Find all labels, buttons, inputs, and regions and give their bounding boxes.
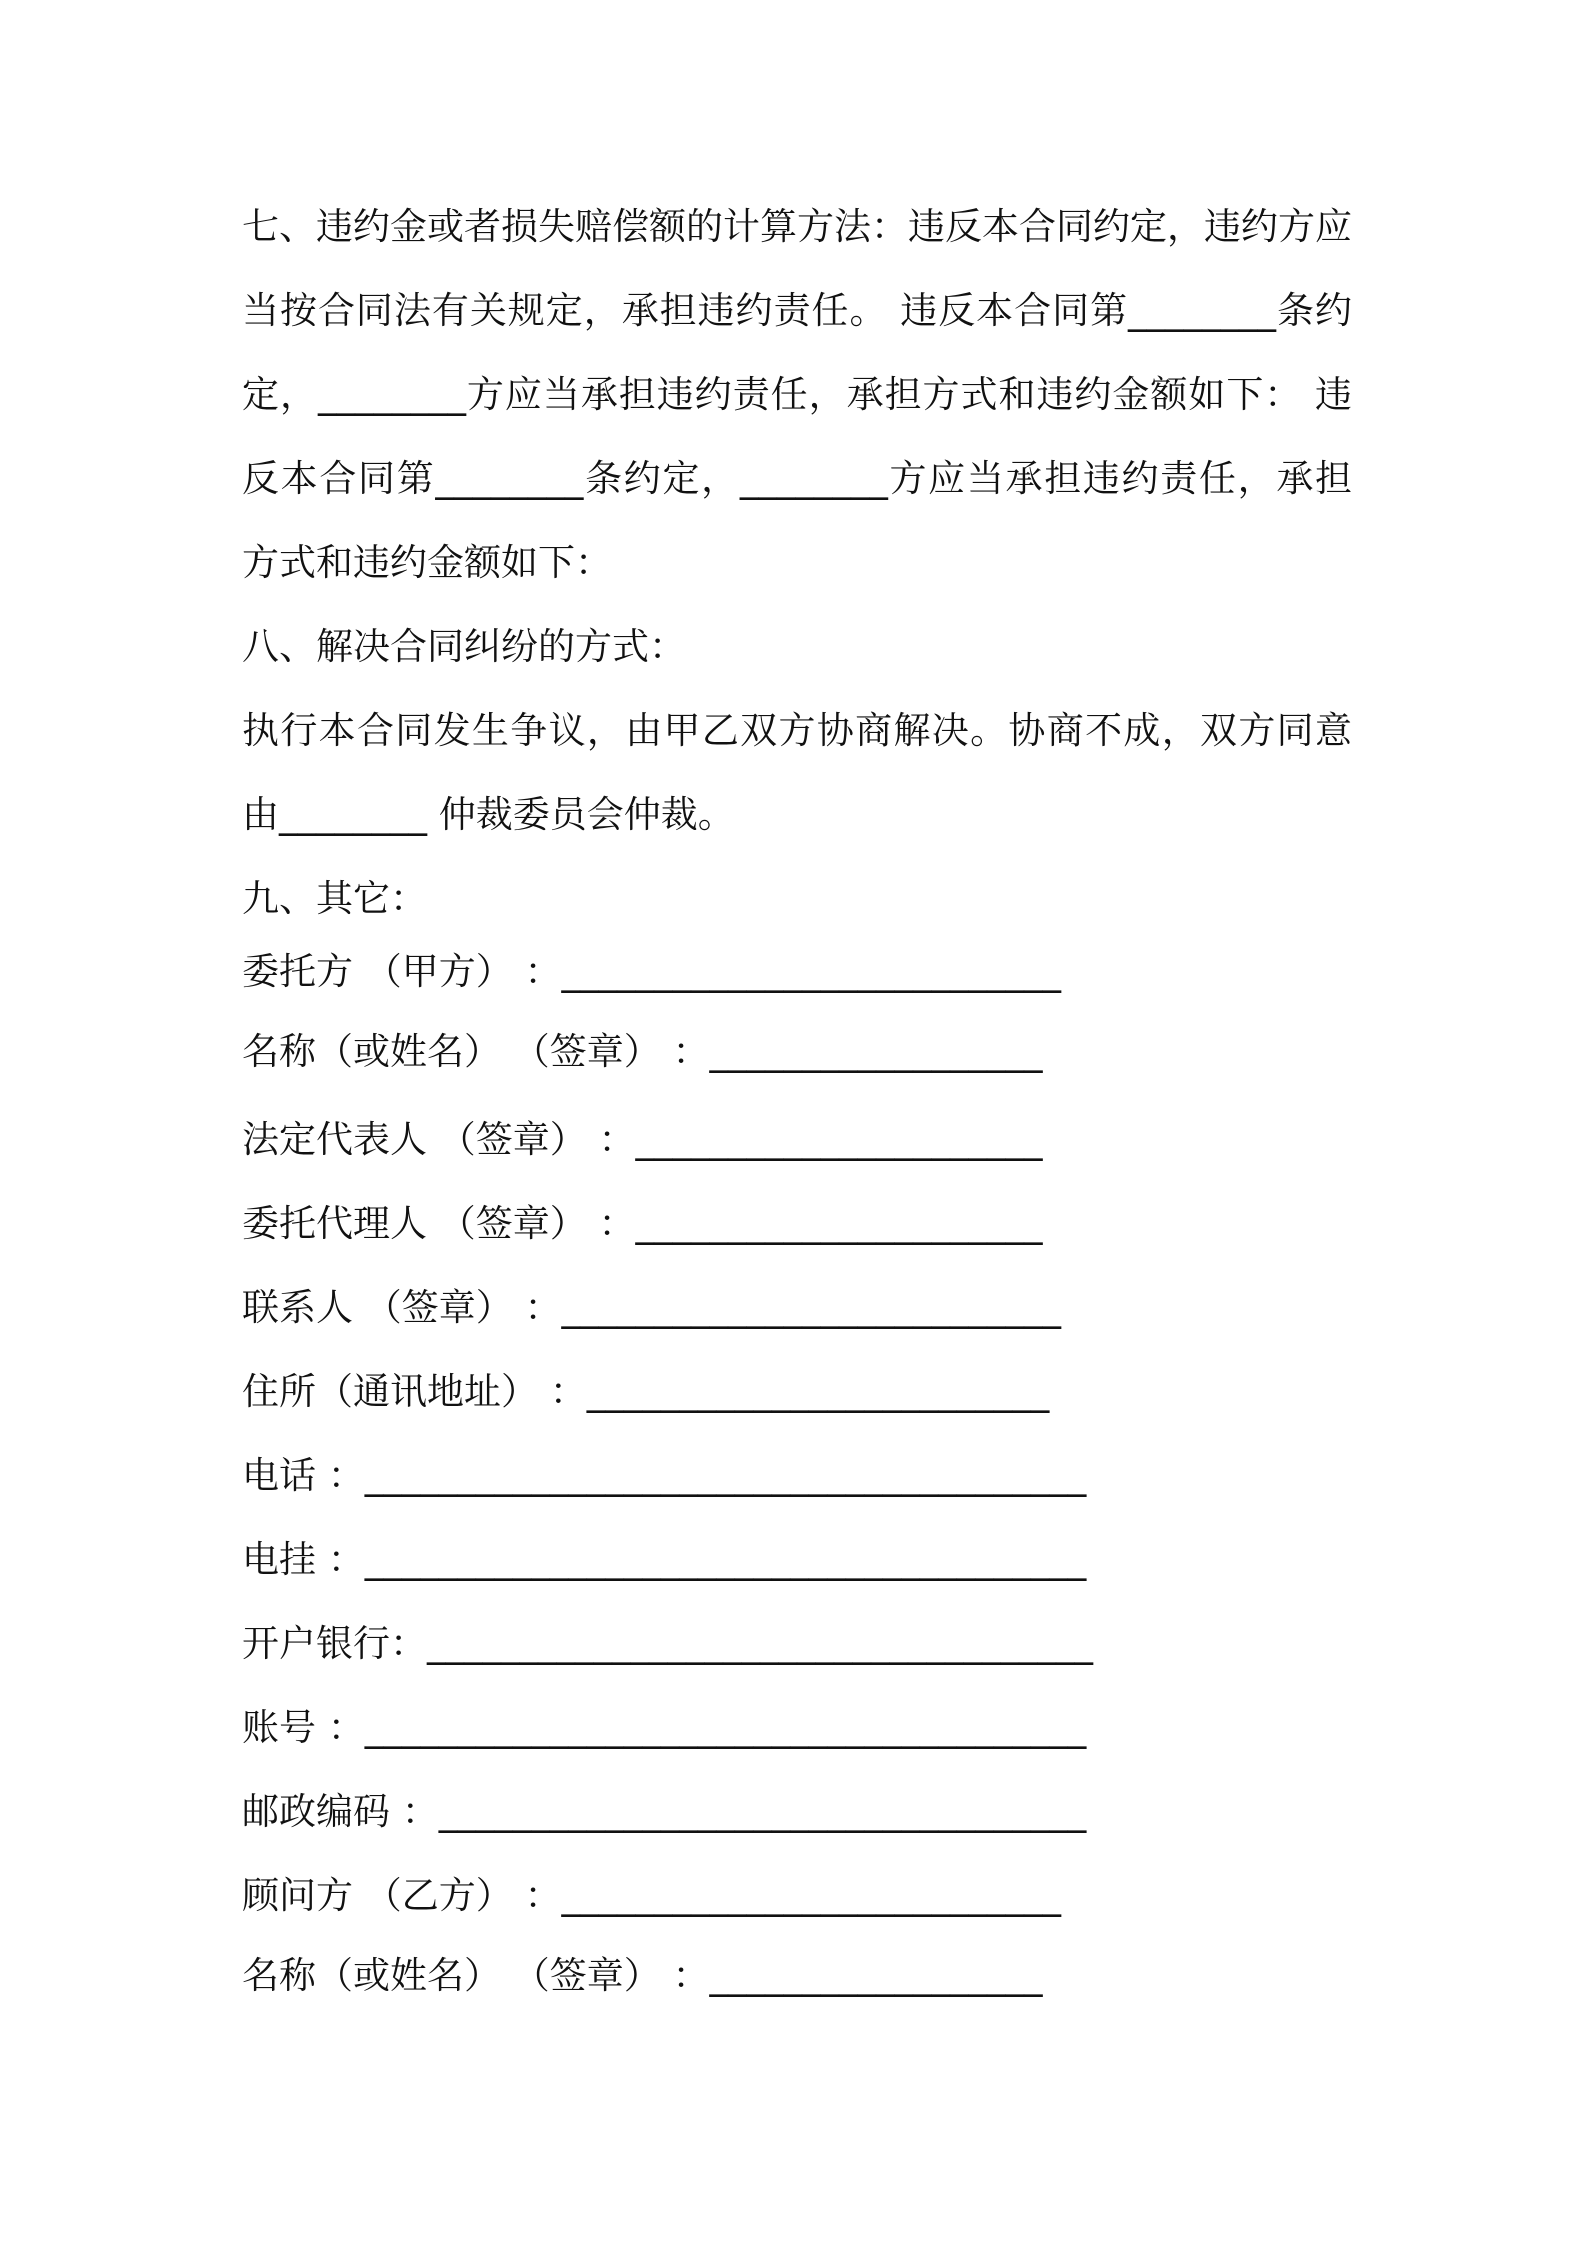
- field-consultant-name: 名称（或姓名） （签章） ：__________________: [242, 1954, 1043, 1997]
- field-client-telegraph: 电挂 ：_______________________________________: [242, 1538, 1087, 1581]
- section9-heading: 九、其它：: [242, 877, 427, 920]
- section7-line-4: 反本合同第________条约定，________方应当承担违约责任，承担: [242, 457, 1352, 500]
- section7-line-5: 方式和违约金额如下：: [242, 541, 612, 584]
- section8-line-1: 执行本合同发生争议，由甲乙双方协商解决。协商不成，双方同意: [242, 709, 1352, 752]
- section7-line-3: 定，________方应当承担违约责任，承担方式和违约金额如下： 违: [242, 373, 1352, 416]
- contract-body: [242, 185, 1352, 941]
- section7-line-1: 七、违约金或者损失赔偿额的计算方法：违反本合同约定，违约方应: [242, 205, 1352, 248]
- field-client-bank: 开户银行：____________________________________: [242, 1622, 1093, 1665]
- field-client-postcode: 邮政编码 ：___________________________________: [242, 1790, 1087, 1833]
- field-client-contact: 联系人 （签章） ：___________________________: [242, 1286, 1062, 1329]
- field-client-party: 委托方 （甲方） ：___________________________: [242, 950, 1062, 993]
- field-client-legal-rep: 法定代表人 （签章） ：______________________: [242, 1118, 1043, 1161]
- section7-line-2: 当按合同法有关规定，承担违约责任。 违反本合同第________条约: [242, 289, 1352, 332]
- field-client-address: 住所（通讯地址） ：_________________________: [242, 1370, 1050, 1413]
- field-client-account: 账号 ：_______________________________________: [242, 1706, 1087, 1749]
- field-client-name: 名称（或姓名） （签章） ：__________________: [242, 1030, 1043, 1073]
- field-consultant-party: 顾问方 （乙方） ：___________________________: [242, 1874, 1062, 1917]
- section8-heading: 八、解决合同纠纷的方式：: [242, 625, 686, 668]
- field-client-phone: 电话 ：_______________________________________: [242, 1454, 1087, 1497]
- section8-line-2: 由________ 仲裁委员会仲裁。: [242, 793, 735, 836]
- field-client-agent: 委托代理人 （签章） ：______________________: [242, 1202, 1043, 1245]
